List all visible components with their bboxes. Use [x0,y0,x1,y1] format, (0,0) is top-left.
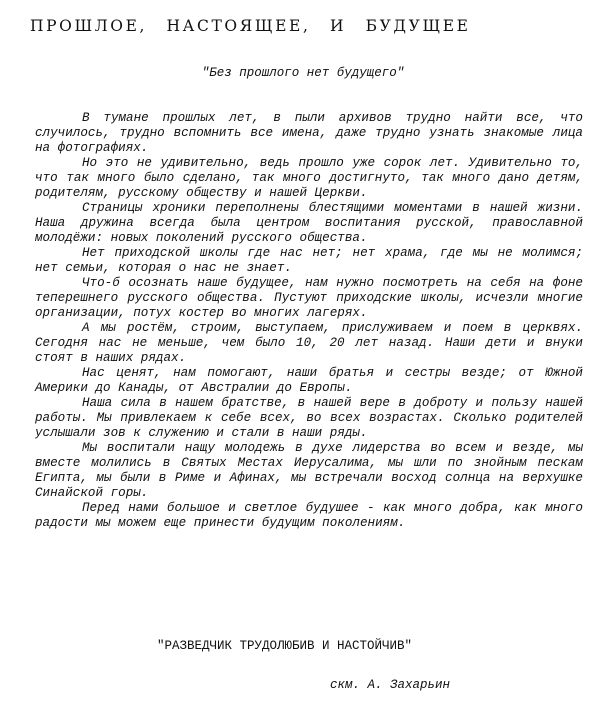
signature: скм. А. Захарьин [330,678,451,692]
motto: "РАЗВЕДЧИК ТРУДОЛЮБИВ И НАСТОЙЧИВ" [157,639,413,653]
document-title: ПРОШЛОЕ, НАСТОЯЩЕЕ, И БУДУЩЕЕ [30,17,471,35]
paragraph: Наша сила в нашем братстве, в нашей вере в доброту и пользу нашей работы. Мы привлекаем к себе всех, во всех возрастах. Сколько родителей услышали зов к служению и стали в наши ряды. [35,396,583,440]
document-body [35,111,583,531]
paragraph: Мы воспитали нащу молодежь в духе лидерства во всем и везде, мы вместе молились в Святых Местах Иерусалима, мы шли по знойным пескам Египта, мы были в Риме и Афинах, мы встречали восход солнца на верхушке Синайской горы. [35,441,583,500]
paragraph: Но это не удивительно, ведь прошло уже сорок лет. Удивительно то, что так много было сделано, так много достигнуто, так много дано детям, родителям, русскому обществу и нашей Церкви. [35,156,583,200]
paragraph: Перед нами большое и светлое будушее - как много добра, как много радости мы можем еще принести будущим поколениям. [35,501,583,530]
epigraph: "Без прошлого нет будущего" [201,66,405,80]
paragraph: Страницы хроники переполнены блестящими моментами в нашей жизни. Наша дружина всегда была центром воспитания русской, православной молодёжи: новых поколений русского общества. [35,201,583,245]
paragraph: Нас ценят, нам помогают, наши братья и сестры везде; от Южной Америки до Канады, от Австралии до Европы. [35,366,583,395]
paragraph: В тумане прошлых лет, в пыли архивов трудно найти все, что случилось, трудно вспомнить все имена, даже трудно узнать знакомые лица на фотографиях. [35,111,583,155]
paragraph: Нет приходской школы где нас нет; нет храма, где мы не молимся; нет семьи, которая о нас не знает. [35,246,583,275]
paragraph: А мы ростём, строим, выступаем, прислуживаем и поем в церквях. Сегодня нас не меньше, чем было 10, 20 лет назад. Наши дети и внуки стоят в наших рядах. [35,321,583,365]
paragraph: Что-б осознать наше будущее, нам нужно посмотреть на себя на фоне теперешнего русского общества. Пустуют приходские школы, исчезли многие организации, потух костер во многих лагерях. [35,276,583,320]
